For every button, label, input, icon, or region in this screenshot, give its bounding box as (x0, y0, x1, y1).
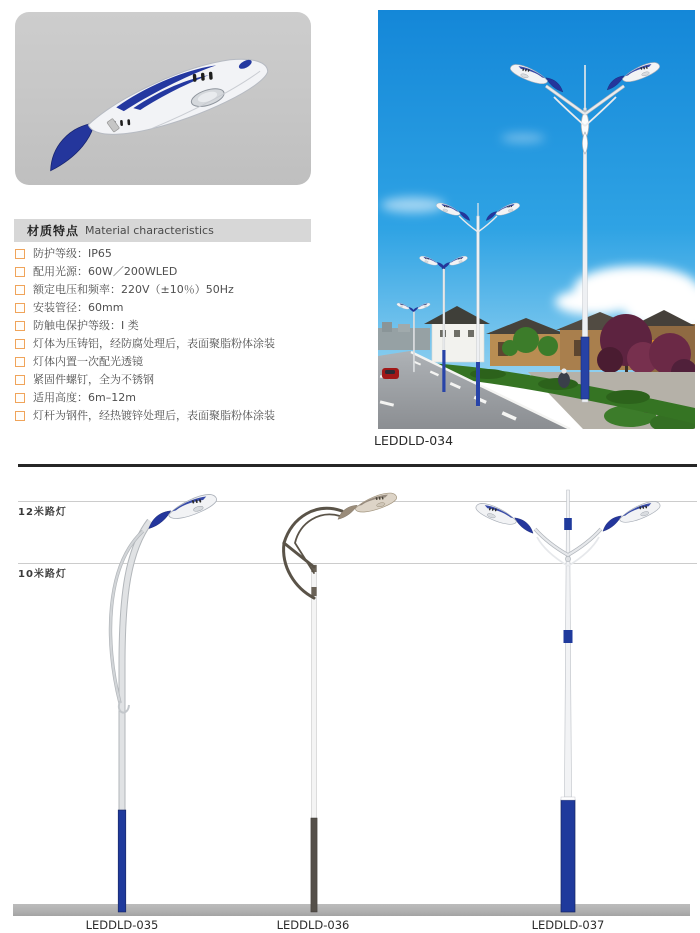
material-characteristics-header (14, 219, 311, 242)
material-item-text: 防触电保护等级：I 类 (33, 319, 139, 332)
material-item-text: 灯体内置一次配光透镜 (33, 355, 143, 368)
lamp-head-product-image (15, 12, 311, 185)
material-item-text: 灯杆为钢件，经热镀锌处理后，表面聚脂粉体涂装 (33, 409, 275, 422)
checkbox-icon (15, 357, 25, 367)
height-label-10m: 10米路灯 (18, 569, 67, 580)
product-photo-box (15, 12, 311, 185)
model-label-037: LEDDLD-037 (531, 918, 605, 932)
material-item (14, 282, 374, 300)
material-item-text: 安装管径：60mm (33, 301, 124, 314)
material-item (14, 246, 374, 264)
model-label-036: LEDDLD-036 (276, 918, 350, 932)
material-item (14, 354, 374, 372)
material-characteristics-list (14, 246, 374, 426)
section-title-en: Material characteristics (85, 224, 214, 237)
material-item (14, 372, 374, 390)
roadway-scene (378, 10, 695, 429)
height-label-12m: 12米路灯 (18, 507, 67, 518)
material-item-text: 紧固件螺钉，全为不锈钢 (33, 373, 154, 386)
checkbox-icon (15, 267, 25, 277)
lamp-illustration-035 (110, 492, 219, 912)
checkbox-icon (15, 375, 25, 385)
material-item (14, 408, 374, 426)
material-item-text: 适用高度：6m–12m (33, 391, 136, 404)
checkbox-icon (15, 303, 25, 313)
material-item-text: 灯体为压铸铝，经防腐处理后，表面聚脂粉体涂装 (33, 337, 275, 350)
material-item (14, 318, 374, 336)
checkbox-icon (15, 339, 25, 349)
material-item-text: 额定电压和频率：220V（±10％）50Hz (33, 283, 234, 296)
car (382, 368, 399, 379)
photo-caption: LEDDLD-034 (374, 433, 454, 448)
material-item (14, 390, 374, 408)
checkbox-icon (15, 249, 25, 259)
checkbox-icon (15, 321, 25, 331)
checkbox-icon (15, 285, 25, 295)
checkbox-icon (15, 411, 25, 421)
installation-photo (378, 10, 695, 429)
material-item-text: 防护等级：IP65 (33, 247, 112, 260)
street-lamp-illustrations (0, 455, 700, 920)
material-item (14, 336, 374, 354)
material-item (14, 300, 374, 318)
model-label-035: LEDDLD-035 (85, 918, 159, 932)
material-item-text: 配用光源：60W／200WLED (33, 265, 178, 278)
lamp-illustration-037 (474, 490, 663, 912)
lamp-illustration-036 (284, 491, 399, 912)
section-title-zh: 材质特点 (27, 224, 80, 238)
material-item (14, 264, 374, 282)
checkbox-icon (15, 393, 25, 403)
